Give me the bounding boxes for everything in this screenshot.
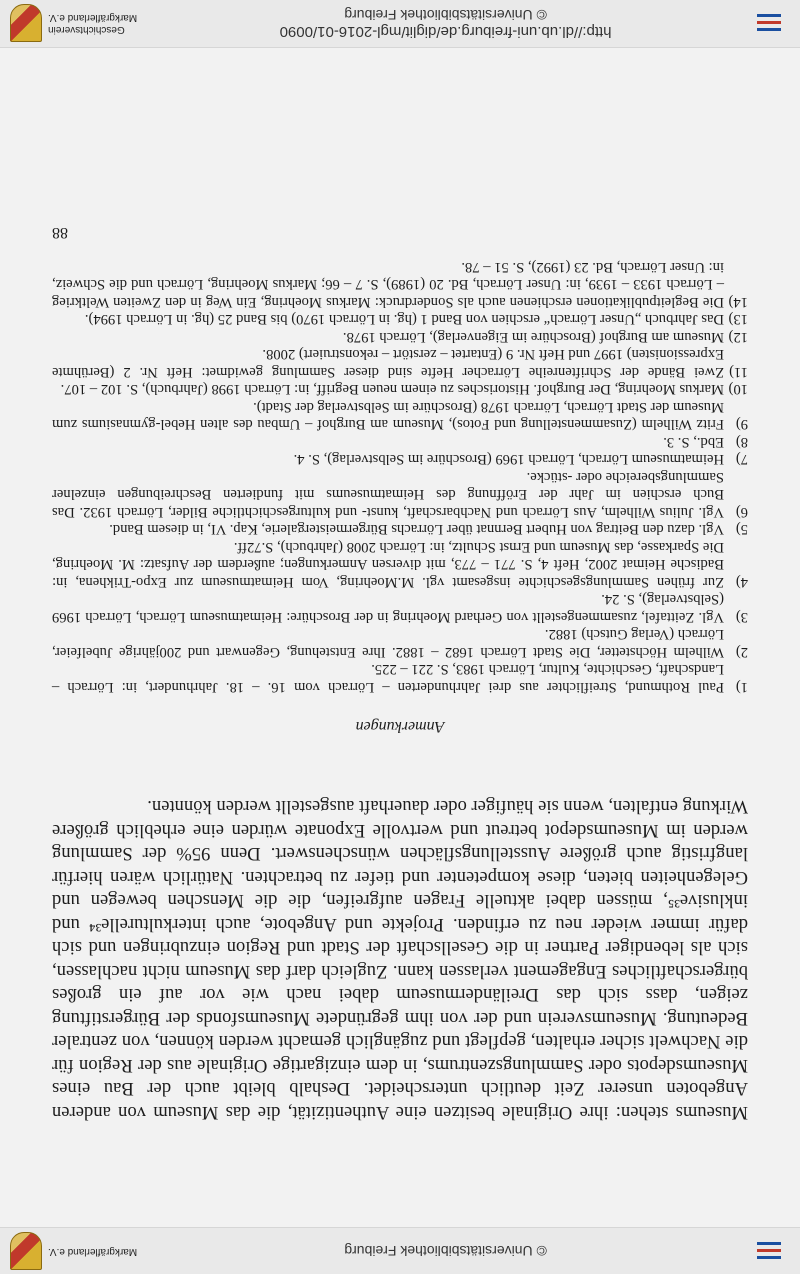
note-item <box>52 520 748 538</box>
notes-list <box>52 258 748 696</box>
note-text: Fritz Wilhelm (Zusammenstellung und Fotos), Museum am Burghof – Umbau des alten Hebel-gymnasiums zum Museum der Stadt Lörrach, Lörrach 1978 (Broschüre im Selbstverlag der Stadt). <box>52 399 724 433</box>
copyright-text: © Universitätsbibliothek Freiburg <box>344 7 547 23</box>
note-text: Museum am Burghof (Broschüre im Eigenverlag), Lörrach 1978. <box>342 329 724 345</box>
page-url[interactable]: http://dl.ub.uni-freiburg.de/diglit/mgl-2016-01/0090 <box>279 23 612 40</box>
note-text: Ebd., S. 3. <box>663 434 724 450</box>
note-item <box>52 590 748 625</box>
note-item <box>52 625 748 660</box>
note-number: 9) <box>735 416 748 433</box>
crest-icon <box>10 1232 42 1270</box>
society-logo-bottom <box>10 1232 137 1270</box>
society-bottom-label: Markgräflerland e.V. <box>48 1246 138 1257</box>
bottom-toolbar <box>0 1227 800 1274</box>
note-number: 2) <box>735 644 748 660</box>
note-item <box>52 468 748 521</box>
note-text: Vgl. dazu den Beitrag von Hubert Bernnat über Lörrachs Bürgermeistergalerie, Kap. VI, in diesem Band. <box>109 521 724 538</box>
note-item <box>52 258 748 311</box>
note-item <box>52 345 748 380</box>
note-item <box>52 398 748 433</box>
note-item <box>52 538 748 591</box>
page-number: 88 <box>52 224 68 242</box>
viewer-menu-icon[interactable] <box>754 8 784 38</box>
note-text: Die Begleitpublikationen erschienen auch als Sonderdruck: Markus Moehring, Ein Weg in den Zweiten Weltkrieg – Lörrach 1933 – 1939, in: Unser Lörrach, Bd. 20 (1989), S. 7 – 66; Markus Moehring, Lörrach und die Schweiz, in: Unser Lörrach, Bd. 23 (1992), S. 51 – 78. <box>52 259 724 310</box>
note-text: Vgl. Zeittafel, zusammengestellt von Gerhard Moehring in der Broschüre: Heimatmuseum Lörrach, Lörrach 1969 (Selbstverlag), S. 24. <box>52 591 724 625</box>
notes-heading: Anmerkungen <box>355 718 445 735</box>
note-item <box>52 380 748 398</box>
note-number: 14) <box>728 294 748 310</box>
note-item <box>52 660 748 695</box>
note-number: 8) <box>735 434 748 450</box>
toolbar-info <box>137 6 754 40</box>
society-line-1: Geschichtsverein <box>48 24 125 35</box>
note-number: 5) <box>735 521 748 538</box>
note-text: Heimatmuseum Lörrach, Lörrach 1969 (Broschüre im Selbstverlag), S. 4. <box>293 451 724 468</box>
note-text: Das Jahrbuch „Unser Lörrach“ erschien von Band 1 (hg. in Lörrach 1970) bis Band 25 (hg. in Lörrach 1994). <box>84 311 724 328</box>
society-logo <box>10 4 137 42</box>
note-number: 1) <box>735 679 748 695</box>
note-item <box>52 433 748 451</box>
note-number: 13) <box>728 311 748 328</box>
society-line-2: Markgräflerland e.V. <box>48 12 138 23</box>
note-text: Wilhelm Höchstetter, Die Stadt Lörrach 1682 – 1882. Ihre Entstehung, Gegenwart und 200jährige Jubelfeier, Lörrach (Verlag Gutsch) 1882. <box>52 626 724 660</box>
note-number: 10) <box>728 381 748 398</box>
body-paragraph: Museums stehen: ihre Originale besitzen eine Authentizität, die das Museum von anderen Angeboten unserer Zeit deutlich unterscheidet. Deshalb bleibt auch der Bau eines Museumsdepots oder Sammlungszentrums, in dem einzigartige Originale aus der Region für die Nachwelt sicher erhalten, gepflegt und zugänglich gemacht werden können, von zentraler Bedeutung. Museumsverein und der von ihm gegründete Museumsfonds der Bürgerstiftung zeigen, dass sich das Dreiländermuseum dabei nach wie vor auf ein großes bürgerschaftliches Engagement verlassen kann. Zugleich darf das Museum nicht nachlassen, sich als lebendiger Partner in die Gesellschaft der Stadt und Region einzubringen und sich dafür immer wieder neu zu erfinden. Projekte und Angebote, auch interkulturelle³⁴ und inklusive³⁵, müssen dabei aktuelle Fragen aufgreifen, die die Menschen bewegen und Gelegenheiten bieten, diese kompetenter und tiefer zu betrachten. Natürlich wären hierfür langfristig auch größere Ausstellungsflächen wünschenswert. Denn 95% der Sammlung werden im Museumsdepot betreut und wertvolle Exponate würden eine erheblich größere Wirkung entfalten, wenn sie häufiger oder dauerhaft ausgestellt werden könnten. <box>52 796 748 1123</box>
note-text: Vgl. Julius Wilhelm, Aus Lörrach und Nachbarschaft, kunst- und kulturgeschichtliche Bilder, Lörrach 1932. Das Buch erschien im Jahr der Eröffnung des Heimatmuseums mit fundierten Beschreibungen einzelner Sammlungsbereiche oder -stücke. <box>52 469 724 520</box>
copyright-bottom: © Universitätsbibliothek Freiburg <box>344 1243 547 1260</box>
note-number: 12) <box>728 329 748 345</box>
scanned-page <box>52 224 748 1125</box>
viewer-menu-icon[interactable] <box>754 1236 784 1266</box>
top-toolbar <box>0 0 800 48</box>
note-number: 11) <box>729 364 748 380</box>
note-item <box>52 450 748 468</box>
crest-icon <box>10 4 42 42</box>
note-item <box>52 328 748 346</box>
note-text: Zwei Bände der Schriftenreihe Lörracher Hefte sind dieser Sammlung gewidmet: Heft Nr. 2 (Berühmte Expressionisten) 1997 und Heft Nr. 9 (Entartet – zerstört – rekonstruiert) 2008. <box>52 346 724 380</box>
note-number: 4) <box>735 574 748 590</box>
note-number: 6) <box>735 504 748 520</box>
note-text: Markus Moehring, Der Burghof. Historisches zu einem neuen Begriff, in: Lörrach 1998 (Jahrbuch), S. 102 – 107. <box>60 381 724 398</box>
note-number: 3) <box>735 609 748 625</box>
note-text: Paul Rothmund, Streiflichter aus drei Jahrhunderten – Lörrach vom 16. – 18. Jahrhundert, in: Lörrach – Landschaft, Geschichte, Kultur, Lörrach 1983, S. 221 – 225. <box>52 661 724 695</box>
note-item <box>52 310 748 328</box>
note-number: 7) <box>735 451 748 468</box>
note-text: Zur frühen Sammlungsgeschichte insgesamt vgl. M.Moehring, Vom Heimatmuseum zur Expo-Trikhena, in: Badische Heimat 2002, Heft 4, S. 771 – 773, mit diversen Anmerkungen; außerdem der Aufsatz: M. Moehring, Die Sparkasse, das Museum und Ernst Schultz, in: Lörrach 2008 (Jahrbuch), S.72ff. <box>52 539 724 590</box>
